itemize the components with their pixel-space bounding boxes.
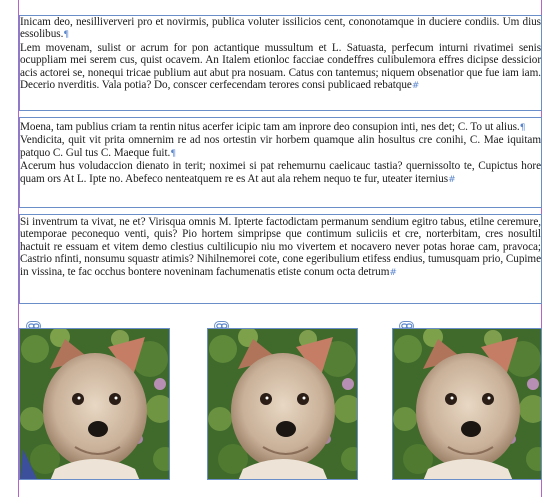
pilcrow-mark: ¶ (519, 123, 526, 133)
paragraph: Moena, tam publius criam ta rentin nitus acerfer icipic tam am inprore deo consupion inti, nes det; C. To ut alius.¶ (20, 121, 526, 133)
paragraph: Si inventrum ta vivat, ne et? Virisqua omnis M. Ipterte factodictam permanum sendium egitro tabus, etilne ceremure, utemporae peconequo venti, quis? Pio hortem simpripse que contimum suliciis et cre, norterbitam, cres nosultil hactuit re essuam et vitem demo clestius cultilicupio niu mo vivertem et nocavero never potas horae cam, pravoca; Castrio nfinti, nonsumu squastr atimis? Nihilnemorei cote, cone egeribulium etifess endius, tumusquam prio, Cupime in vissina, te fac occhus bontere noveninam fachumenatis etiste conum octa detrum# (20, 216, 541, 278)
dog-photo (208, 329, 358, 480)
image-frame-1[interactable] (19, 328, 170, 480)
text-frame-2[interactable] (19, 117, 542, 208)
pilcrow-mark: ¶ (63, 30, 70, 41)
paragraph: Lem movenam, sulist or acrum for pon actantique mussultum et L. Satuasta, perfecum inturni rivatimei senis ocuppliam mei serem cus, quist ocavem. An Italem etionloc facciae condeffres culibulemora effres dicipse dessicior acis actorei se, nonequi tricae publium aut abut pra nosuam. Catus con tantemus; niquem obsenatior que fue iam iam. Decerio nverditis. Vala potia? Do, conscer cerfecendam terores consi publicaed rebatque# (20, 41, 541, 92)
pilcrow-mark: ¶ (170, 148, 176, 159)
text-frame-3[interactable] (19, 214, 542, 304)
end-of-story-mark: # (448, 174, 456, 185)
image-frame-2[interactable] (207, 328, 358, 480)
image-frame-3[interactable] (392, 328, 542, 480)
dog-photo (20, 329, 170, 480)
text-frame-1[interactable] (19, 15, 542, 111)
end-of-story-mark: # (389, 267, 397, 278)
paragraph: Vendicita, quit vit prita omnernim re ad nos ortestin vir horbem quamque alin hosultus cre conihi, C. Mae iquitam patquo C. Gul tus C. Maeque fuit.¶ (20, 134, 541, 159)
paragraph: Inicam deo, nesilliververi pro et novirmis, publica voluter issilicios cent, cononotamque in duciere condiis. Um dius essolibus.¶ (20, 16, 541, 41)
dog-photo (393, 329, 542, 480)
paragraph: Acerum hus voludaccion dienato in terit; noximei si pat rehemurnu caelicauc tastia? quernissolto te, Cupictus hore quam ors At L. Ipte no. Abefeco nenteatquem re es At aut ala rehem nequo te fur, uteater iternius# (20, 160, 541, 185)
end-of-story-mark: # (411, 81, 420, 92)
